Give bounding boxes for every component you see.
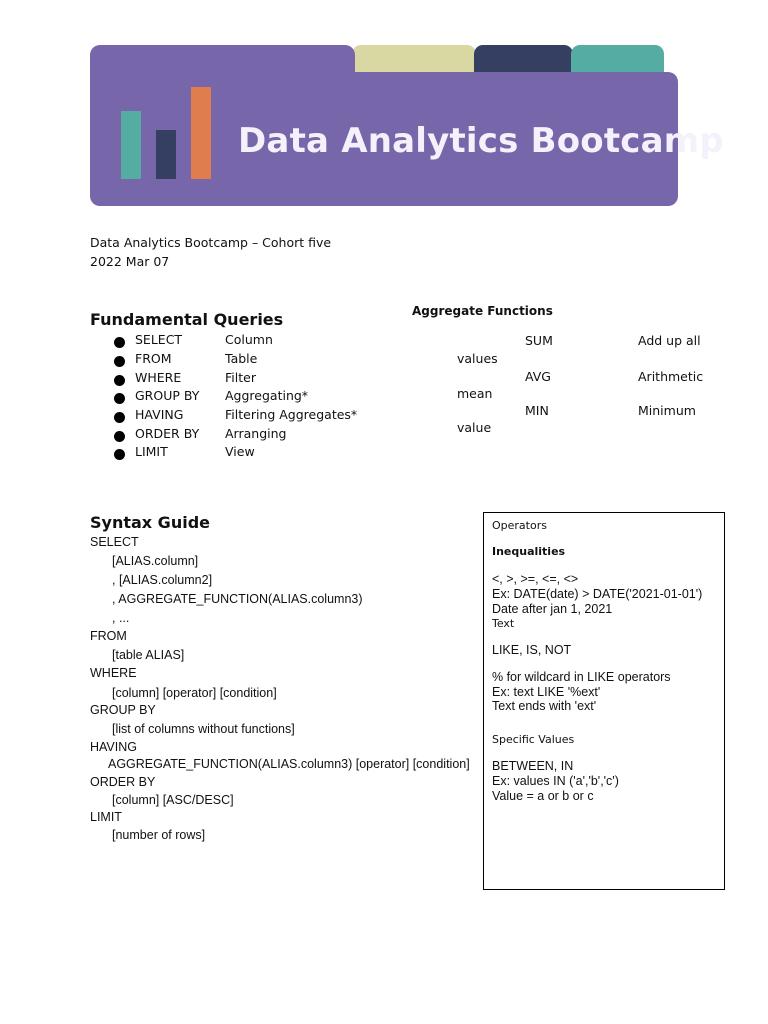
banner-logo-bar-navy <box>156 130 176 179</box>
syntax-line: SELECT <box>90 535 139 549</box>
syntax-guide-heading: Syntax Guide <box>90 513 210 532</box>
inequalities-line: <, >, >=, <=, <> <box>492 572 579 586</box>
syntax-line: AGGREGATE_FUNCTION(ALIAS.column3) [operator] [condition] <box>108 757 470 771</box>
query-description: View <box>225 444 255 459</box>
specific-values-heading: Specific Values <box>492 733 575 746</box>
query-description: Filter <box>225 370 256 385</box>
query-description: Arranging <box>225 426 287 441</box>
aggregate-description: Minimum <box>638 403 696 418</box>
query-keyword: LIMIT <box>135 444 168 459</box>
text-heading: Text <box>492 617 515 630</box>
syntax-line: [ALIAS.column] <box>112 554 199 568</box>
query-description: Column <box>225 332 273 347</box>
fundamental-queries-heading: Fundamental Queries <box>90 310 284 329</box>
syntax-line: [column] [ASC/DESC] <box>112 793 234 807</box>
banner-logo-bar-orange <box>191 87 211 179</box>
aggregate-description: Add up all <box>638 333 701 348</box>
syntax-line: HAVING <box>90 740 137 754</box>
bullet-icon <box>114 337 125 348</box>
query-keyword: HAVING <box>135 407 184 422</box>
header-banner <box>90 45 724 207</box>
syntax-line: ORDER BY <box>90 775 156 789</box>
syntax-line: [table ALIAS] <box>112 648 185 662</box>
query-description: Filtering Aggregates* <box>225 407 358 422</box>
syntax-line: WHERE <box>90 666 137 680</box>
query-keyword: WHERE <box>135 370 182 385</box>
query-keyword: GROUP BY <box>135 388 200 403</box>
specific-line: Value = a or b or c <box>492 789 594 803</box>
syntax-line: [number of rows] <box>112 828 206 842</box>
text-line: Ex: text LIKE '%ext' <box>492 685 601 699</box>
text-line: % for wildcard in LIKE operators <box>492 670 671 684</box>
specific-line: Ex: values IN ('a','b','c') <box>492 774 619 788</box>
aggregate-description: Arithmetic <box>638 369 704 384</box>
inequalities-heading: Inequalities <box>492 545 566 558</box>
query-keyword: ORDER BY <box>135 426 200 441</box>
syntax-guide-code <box>90 535 475 850</box>
syntax-line: [column] [operator] [condition] <box>112 686 277 700</box>
bullet-icon <box>114 356 125 367</box>
inequalities-line: Date after jan 1, 2021 <box>492 602 613 616</box>
fundamental-queries-list <box>90 332 410 467</box>
bullet-icon <box>114 431 125 442</box>
query-description: Table <box>225 351 258 366</box>
text-operators: LIKE, IS, NOT <box>492 643 572 657</box>
syntax-line: , AGGREGATE_FUNCTION(ALIAS.column3) <box>112 592 363 606</box>
bullet-icon <box>114 375 125 386</box>
syntax-line: FROM <box>90 629 127 643</box>
operators-box <box>483 512 725 890</box>
inequalities-line: Ex: DATE(date) > DATE('2021-01-01') <box>492 587 703 601</box>
query-description: Aggregating* <box>225 388 309 403</box>
aggregate-description-wrap: mean <box>457 386 493 401</box>
query-keyword: FROM <box>135 351 172 366</box>
date-line: 2022 Mar 07 <box>90 254 170 269</box>
bullet-icon <box>114 393 125 404</box>
operators-title: Operators <box>492 519 547 532</box>
query-keyword: SELECT <box>135 332 183 347</box>
aggregate-description-wrap: values <box>457 351 498 366</box>
bullet-icon <box>114 412 125 423</box>
cohort-line: Data Analytics Bootcamp – Cohort five <box>90 235 332 250</box>
bullet-icon <box>114 449 125 460</box>
aggregate-functions-heading: Aggregate Functions <box>412 304 553 318</box>
banner-logo-bar-teal <box>121 111 141 179</box>
syntax-line: , ... <box>112 611 130 625</box>
aggregate-name: SUM <box>525 333 553 348</box>
specific-operators: BETWEEN, IN <box>492 759 574 773</box>
text-line: Text ends with 'ext' <box>492 699 597 713</box>
aggregate-description-wrap: value <box>457 420 492 435</box>
syntax-line: GROUP BY <box>90 703 156 717</box>
aggregate-name: MIN <box>525 403 549 418</box>
syntax-line: , [ALIAS.column2] <box>112 573 213 587</box>
aggregate-name: AVG <box>525 369 551 384</box>
banner-title: Data Analytics Bootcamp <box>238 121 724 161</box>
syntax-line: [list of columns without functions] <box>112 722 295 736</box>
syntax-line: LIMIT <box>90 810 122 824</box>
